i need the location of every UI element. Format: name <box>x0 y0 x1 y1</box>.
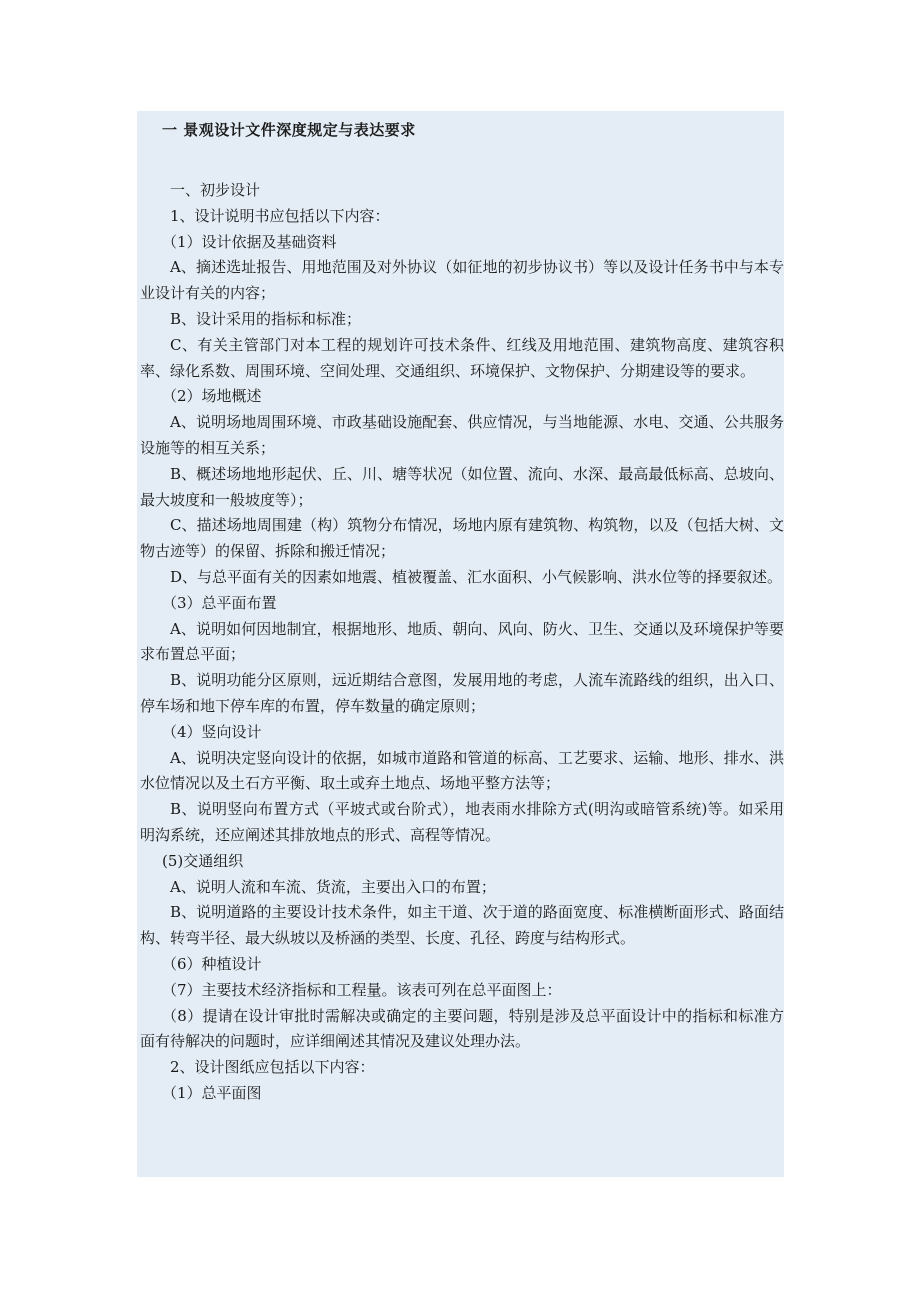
paragraph: （1）总平面图 <box>162 1083 262 1102</box>
document-body <box>140 178 784 1107</box>
document-title: 一 景观设计文件深度规定与表达要求 <box>162 121 416 139</box>
paragraph: B、说明道路的主要设计技术条件，如主干道、次于道的路面宽度、标准横断面形式、路面结构、转弯半径、最大纵坡以及桥涵的类型、长度、孔径、跨度与结构形式。 <box>140 903 784 948</box>
paragraph: B、设计采用的指标和标准； <box>170 309 362 328</box>
paragraph: 1、设计说明书应包括以下内容： <box>170 206 390 225</box>
document-page <box>137 111 784 1177</box>
paragraph: （8）提请在设计审批时需解决或确定的主要问题，特别是涉及总平面设计中的指标和标准方面有待解决的问题时，应详细阐述其情况及建议处理办法。 <box>140 1006 784 1051</box>
paragraph: A、说明人流和车流、货流，主要出入口的布置； <box>170 877 496 896</box>
paragraph: 一、初步设计 <box>170 181 261 199</box>
paragraph: （7）主要技术经济指标和工程量。该表可列在总平面图上： <box>162 980 562 999</box>
paragraph: A、说明如何因地制宜，根据地形、地质、朝向、风向、防火、卫生、交通以及环境保护等要求布置总平面； <box>140 619 784 664</box>
paragraph: （2）场地概述 <box>162 387 262 406</box>
paragraph: D、与总平面有关的因素如地震、植被覆盖、汇水面积、小气候影响、洪水位等的择要叙述。 <box>170 567 783 586</box>
paragraph: B、概述场地地形起伏、丘、川、塘等状况（如位置、流向、水深、最高最低标高、总坡向、最大坡度和一般坡度等）； <box>140 464 784 509</box>
paragraph: 2、设计图纸应包括以下内容： <box>170 1058 375 1077</box>
paragraph: B、说明功能分区原则，远近期结合意图，发展用地的考虑，人流车流路线的组织，出入口、停车场和地下停车库的布置，停车数量的确定原则； <box>140 671 784 715</box>
paragraph: （3）总平面布置 <box>162 593 277 612</box>
paragraph: A、说明场地周围环境、市政基础设施配套、供应情况，与当地能源、水电、交通、公共服务设施等的相互关系； <box>140 413 784 457</box>
paragraph: C、描述场地周围建（构）筑物分布情况，场地内原有建筑物、构筑物，以及（包括大树、文物古迹等）的保留、拆除和搬迁情况； <box>140 516 784 561</box>
paragraph: B、说明竖向布置方式（平坡式或台阶式），地表雨水排除方式(明沟或暗管系统)等。如采用明沟系统，还应阐述其排放地点的形式、高程等情况。 <box>140 800 784 844</box>
paragraph: C、有关主管部门对本工程的规划许可技术条件、红线及用地范围、建筑物高度、建筑容积率、绿化系数、周围环境、空间处理、交通组织、环境保护、文物保护、分期建设等的要求。 <box>140 335 784 380</box>
paragraph: (5)交通组织 <box>162 851 244 870</box>
paragraph: （4）竖向设计 <box>162 722 262 741</box>
paragraph: （6）种植设计 <box>162 954 262 973</box>
paragraph: A、摘述选址报告、用地范围及对外协议（如征地的初步协议书）等以及设计任务书中与本专业设计有关的内容； <box>140 258 784 303</box>
paragraph: A、说明决定竖向设计的依据，如城市道路和管道的标高、工艺要求、运输、地形、排水、洪水位情况以及土石方平衡、取土或弃土地点、场地平整方法等； <box>140 748 784 793</box>
paragraph: （1）设计依据及基础资料 <box>162 232 337 251</box>
